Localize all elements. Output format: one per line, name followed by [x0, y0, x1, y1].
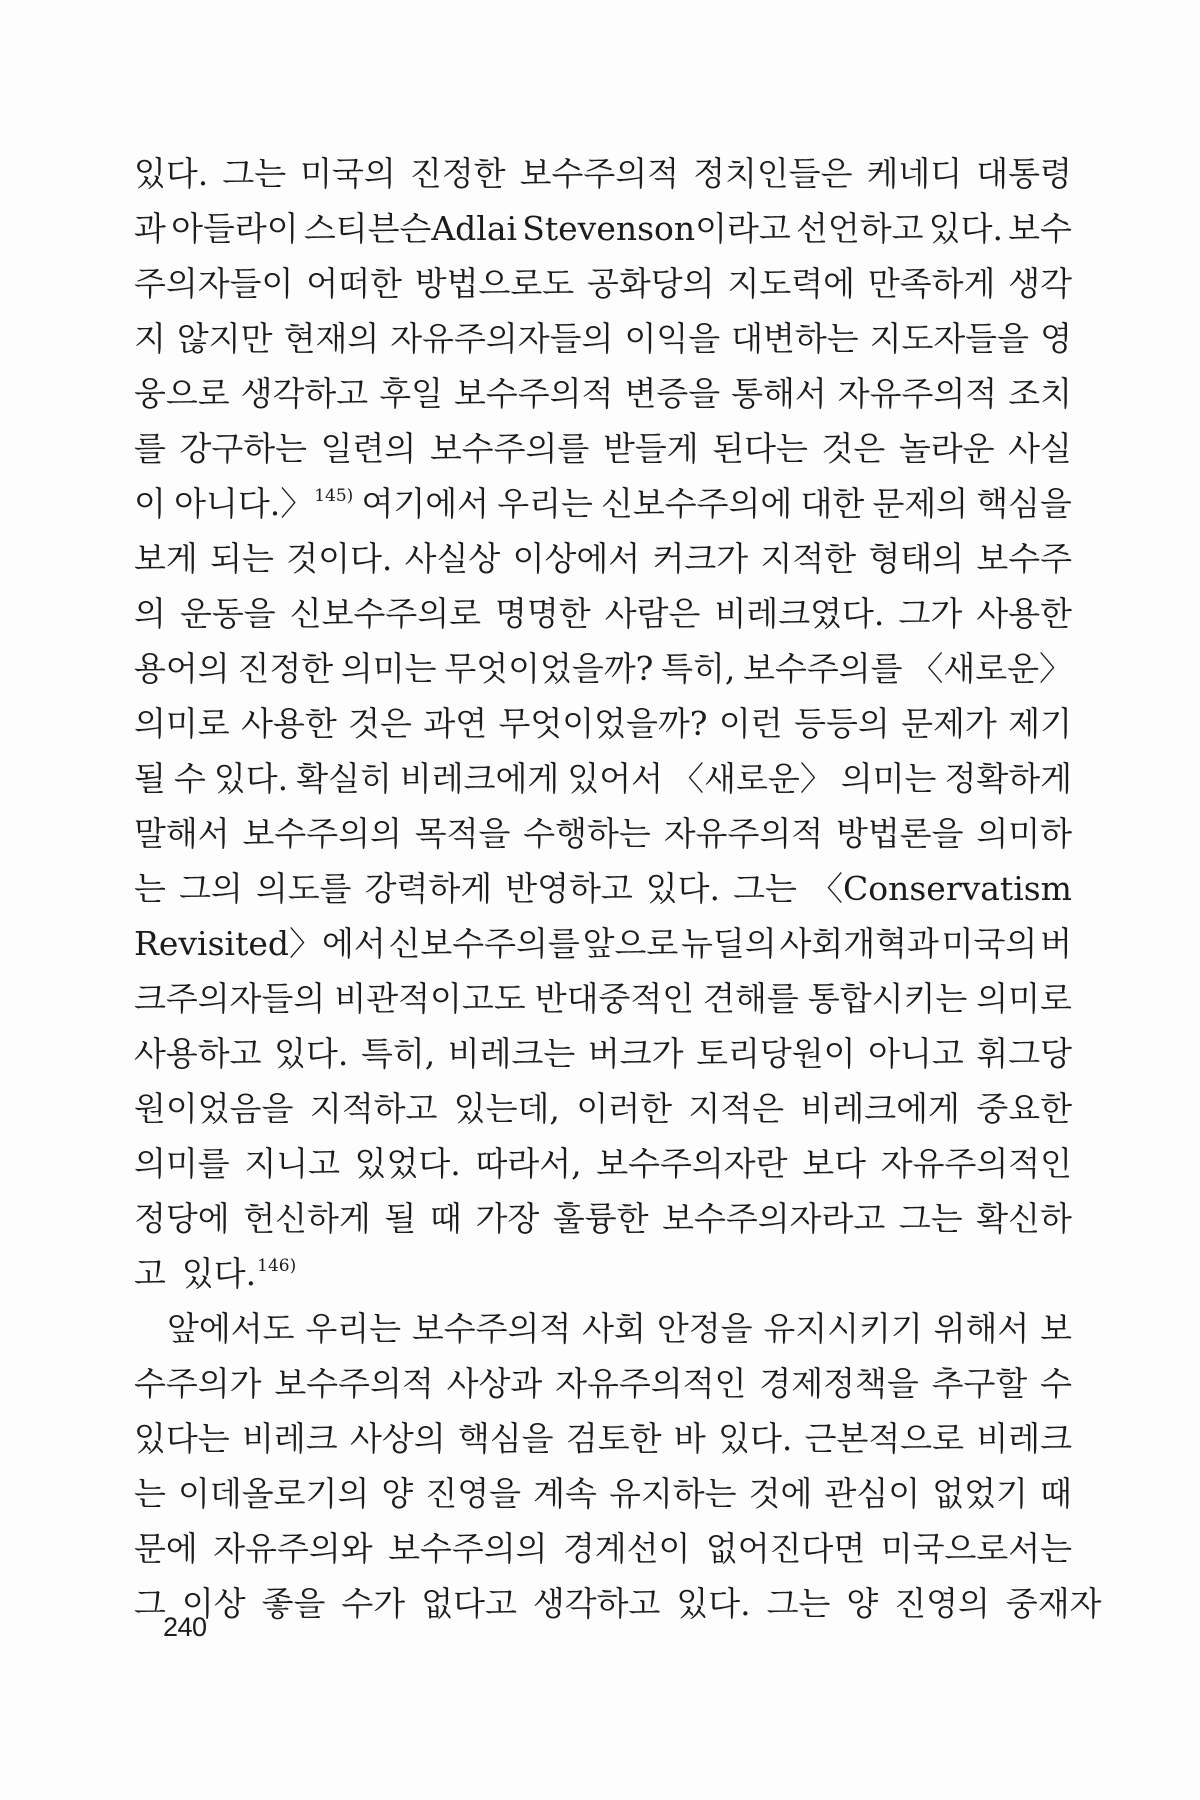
word: 커크가 — [652, 539, 749, 578]
word: 보다 — [802, 1144, 867, 1183]
word: 는 — [134, 869, 166, 908]
page-number: 240 — [163, 1612, 207, 1642]
word: 있었다. — [354, 1144, 461, 1183]
text-line — [134, 1466, 1072, 1521]
word: 문에 — [134, 1529, 198, 1568]
text-line — [134, 1576, 1102, 1631]
word: 핵심을 — [457, 1419, 554, 1458]
word: 의미로 — [976, 979, 1072, 1018]
word: 경제정책을 — [759, 1364, 919, 1403]
text-line — [134, 201, 1072, 256]
text-line — [134, 916, 1072, 971]
word: 웅으로 — [134, 374, 230, 413]
word: 등등의 — [794, 704, 890, 743]
word: 보수주의를 — [429, 429, 590, 468]
word: 대통령 — [976, 154, 1072, 193]
word: 비레크 — [241, 1419, 338, 1458]
word: 보수 — [1008, 209, 1072, 248]
word: 핵심을 — [976, 484, 1072, 523]
word: 보수주의적 — [411, 1309, 572, 1348]
text-line — [134, 366, 1072, 421]
word: 진영을 — [425, 1474, 522, 1513]
word: 지적하고 — [309, 1089, 438, 1128]
word: 그가 — [898, 594, 963, 633]
word: 대변하는 — [731, 319, 859, 358]
word: 과 — [134, 209, 166, 248]
word: 신보수주의를 — [388, 924, 580, 963]
word: 될 — [134, 759, 166, 798]
word: 이 — [134, 484, 166, 523]
word: 진영의 — [894, 1584, 990, 1623]
word: 크주의자들의 — [134, 979, 326, 1018]
word: 보수주 — [976, 539, 1072, 578]
word: 훌륭한 — [552, 1199, 649, 1238]
word: 자유주의적인 — [555, 1364, 747, 1403]
word: 안정을 — [656, 1309, 753, 1348]
text-line — [134, 1521, 1072, 1576]
word: 것이다. — [286, 539, 393, 578]
word: 앞에서도 — [167, 1309, 295, 1348]
word: 생각하고 — [240, 374, 369, 413]
word: 미국으로서는 — [880, 1529, 1072, 1568]
word: 때 — [429, 1199, 462, 1238]
word: 지도력에 — [727, 264, 855, 303]
word: 양 — [846, 1584, 879, 1623]
word: 조치 — [1008, 374, 1072, 413]
word: 반대중적인 — [534, 979, 695, 1018]
word: 중요한 — [976, 1089, 1072, 1128]
word: 수행하는 — [523, 814, 651, 853]
word: 과연 — [423, 704, 488, 743]
word: 신보수주의로 — [289, 594, 481, 633]
word: 형태의 — [868, 539, 965, 578]
word: 위해서 — [933, 1309, 1030, 1348]
word: 비레크에게 — [399, 759, 560, 798]
word: 자유주의자들의 — [390, 319, 614, 358]
word: 그의 — [178, 869, 243, 908]
word: 우리는 — [497, 484, 593, 523]
word: 사람은 — [604, 594, 701, 633]
word: 를 — [134, 429, 166, 468]
word: 케네디 — [866, 154, 963, 193]
word: 이러한 — [576, 1089, 672, 1128]
word: 진정한 — [237, 649, 334, 688]
word: 제기 — [1008, 704, 1072, 743]
word: 용어의 — [134, 649, 230, 688]
word: 그는 — [733, 869, 797, 908]
text-line — [134, 696, 1072, 751]
text-line — [134, 1136, 1072, 1191]
word: 받들게 — [602, 429, 699, 468]
word: 것에 — [748, 1474, 813, 1513]
word: 헌신하게 — [243, 1199, 371, 1238]
word: 계속 — [533, 1474, 597, 1513]
word: 정확하게 — [944, 759, 1072, 798]
text-line — [134, 1026, 1072, 1081]
word: 의도를 — [255, 869, 352, 908]
word: 그는 — [766, 1584, 831, 1623]
word: 확신하 — [976, 1199, 1072, 1238]
word: 있다. — [928, 209, 1003, 248]
word: 관심이 — [824, 1474, 921, 1513]
word: 는 — [134, 1474, 166, 1513]
word: 아니고 — [868, 1034, 964, 1073]
word: 특히, — [360, 1034, 436, 1073]
footnote-marker: 146) — [257, 1256, 297, 1276]
word: 무엇이었을까? — [444, 649, 654, 688]
word: 지도자들을 — [869, 319, 1030, 358]
word: 문제의 — [872, 484, 969, 523]
word: 사회 — [582, 1309, 646, 1348]
word: 이상에서 — [512, 539, 641, 578]
word: Revisited〉에서 — [134, 924, 386, 963]
word: 수가 — [341, 1584, 406, 1623]
text-line — [134, 531, 1072, 586]
word: 있다. — [718, 1419, 793, 1458]
word: 보 — [1040, 1309, 1072, 1348]
word: 만족하게 — [867, 264, 996, 303]
word: 중재자 — [1005, 1584, 1102, 1623]
word: 진정한 — [409, 154, 506, 193]
word: 자유주의적인 — [880, 1144, 1072, 1183]
word: 뉴딜의 — [681, 924, 777, 963]
word: 유지하는 — [609, 1474, 737, 1513]
word: 사실 — [1008, 429, 1072, 468]
word: 반영하고 — [505, 869, 633, 908]
word: 보수주의의 — [388, 1529, 548, 1568]
word: 운동을 — [179, 594, 276, 633]
text-line — [134, 1301, 1072, 1356]
word: 의미는 — [340, 649, 437, 688]
word: 되는 — [210, 539, 274, 578]
word: 사회개혁과 — [779, 924, 939, 963]
word: 유지시키기 — [763, 1309, 923, 1348]
word: 버 — [1040, 924, 1072, 963]
word: 선언하고 — [796, 209, 924, 248]
word: 있어서 — [567, 759, 664, 798]
text-line — [134, 751, 1072, 806]
word: 없다고 — [421, 1584, 517, 1623]
word: 이상 — [181, 1584, 246, 1623]
word: 미국의 — [300, 154, 396, 193]
word: 그는 — [222, 154, 287, 193]
word: 자유주의적 — [663, 814, 824, 853]
word: 자유주의적 — [837, 374, 998, 413]
word: 보수주의의 — [242, 814, 402, 853]
word: 명명한 — [495, 594, 591, 633]
word: 될 — [384, 1199, 417, 1238]
word: 보수주의자란 — [596, 1144, 788, 1183]
word: 양 — [381, 1474, 414, 1513]
word: 사용한 — [976, 594, 1072, 633]
word: 목적을 — [414, 814, 511, 853]
word: 〈새로운〉 — [671, 759, 833, 798]
word: 이익을 — [624, 319, 721, 358]
word: 의미를 — [134, 1144, 230, 1183]
text-line — [134, 861, 1072, 916]
word: 강구하는 — [179, 429, 308, 468]
word: 아들라이 — [171, 209, 299, 248]
word: 것은 — [821, 429, 886, 468]
word: 방법으로도 — [414, 264, 575, 303]
word: 지 — [134, 319, 166, 358]
word: 토리당원이 — [696, 1034, 856, 1073]
word: 확실히 — [296, 759, 392, 798]
word: 방법론을 — [835, 814, 964, 853]
word: 비레크는 — [447, 1034, 576, 1073]
word: 아니다.〉$^{145)}$ — [174, 484, 354, 523]
text-line — [134, 1191, 1072, 1246]
word: 없어진다면 — [705, 1529, 866, 1568]
word: 있는데, — [453, 1089, 560, 1128]
word: 스티븐슨Adlai — [303, 209, 518, 248]
word: 생각하고 — [532, 1584, 661, 1623]
word: 있다. — [676, 1584, 751, 1623]
body-text — [134, 146, 1102, 1631]
footnote-marker: 145) — [314, 486, 354, 506]
text-line — [134, 476, 1072, 531]
word: 보수주의적 — [454, 374, 614, 413]
word: 비레크였다. — [714, 594, 885, 633]
text-line — [134, 311, 1072, 366]
word: 않지만 — [176, 319, 273, 358]
word: 때 — [1040, 1474, 1072, 1513]
word: 수 — [173, 759, 206, 798]
word: 〈새로운〉 — [910, 649, 1072, 688]
word: 원이었음을 — [134, 1089, 294, 1128]
word: 비레크에게 — [800, 1089, 960, 1128]
word: 이데올로기의 — [178, 1474, 370, 1513]
word: 휘그당 — [976, 1034, 1072, 1073]
text-line — [134, 806, 1072, 861]
word: 신보수주의에 — [601, 484, 793, 523]
word: 변증을 — [624, 374, 721, 413]
word: 의미로 — [134, 704, 230, 743]
word: 없었기 — [932, 1474, 1028, 1513]
word: 사용하고 — [134, 1034, 262, 1073]
word: 놀라운 — [898, 429, 995, 468]
word: 특히, — [661, 649, 736, 688]
word: 있다. — [645, 869, 721, 908]
text-line — [134, 1081, 1072, 1136]
text-line — [134, 1246, 1072, 1301]
word: 대한 — [800, 484, 865, 523]
word: 무엇이었을까? — [498, 704, 708, 743]
word: 버크가 — [587, 1034, 684, 1073]
word: 보게 — [134, 539, 198, 578]
word: 사상과 — [446, 1364, 543, 1403]
word: 있다. — [134, 154, 209, 193]
word: 있다.$^{146)}$ — [181, 1254, 297, 1293]
word: 지적은 — [688, 1089, 785, 1128]
word: 보수주의적 — [274, 1364, 434, 1403]
word: 정치인들은 — [693, 154, 853, 193]
word: 비레크 — [976, 1419, 1072, 1458]
word: 문제가 — [901, 704, 997, 743]
word: 〈Conservatism — [810, 869, 1072, 908]
word: 미국의 — [941, 924, 1038, 963]
word: 추구할 — [931, 1364, 1028, 1403]
text-line — [134, 1411, 1072, 1466]
text-line — [134, 586, 1072, 641]
word: 여기에서 — [361, 484, 489, 523]
text-line — [134, 1356, 1072, 1411]
word: 공화당의 — [587, 264, 715, 303]
word: 사실상 — [404, 539, 501, 578]
word: 고 — [134, 1254, 166, 1293]
text-line — [134, 421, 1072, 476]
word: 있다. — [274, 1034, 349, 1073]
text-line — [134, 971, 1072, 1026]
word: 사용한 — [241, 704, 337, 743]
word: 된다는 — [712, 429, 808, 468]
word: 앞으로 — [582, 924, 679, 963]
word: Stevenson이라고 — [522, 209, 791, 248]
text-line — [134, 641, 1072, 696]
word: 지적한 — [760, 539, 857, 578]
word: 따라서, — [475, 1144, 582, 1183]
word: 견해를 — [703, 979, 799, 1018]
word: 가장 — [475, 1199, 540, 1238]
word: 말해서 — [134, 814, 230, 853]
word: 강력하게 — [364, 869, 493, 908]
text-line — [134, 256, 1072, 311]
word: 수 — [1040, 1364, 1072, 1403]
word: 보수주의적 — [519, 154, 679, 193]
word: 우리는 — [305, 1309, 402, 1348]
word: 경계선이 — [562, 1529, 691, 1568]
word: 통합시키는 — [807, 979, 968, 1018]
word: 생각 — [1008, 264, 1072, 303]
word: 근본적으로 — [804, 1419, 965, 1458]
word: 지니고 — [244, 1144, 340, 1183]
word: 것은 — [348, 704, 412, 743]
word: 통해서 — [731, 374, 827, 413]
word: 후일 — [379, 374, 443, 413]
word: 수주의가 — [134, 1364, 262, 1403]
word: 보수주의를 — [743, 649, 903, 688]
word: 그는 — [898, 1199, 963, 1238]
word: 자유주의와 — [213, 1529, 373, 1568]
word: 비관적이고도 — [334, 979, 526, 1018]
word: 보수주의자라고 — [662, 1199, 886, 1238]
word: 이런 — [718, 704, 783, 743]
word: 있다는 — [134, 1419, 230, 1458]
word: 검토한 — [565, 1419, 662, 1458]
word: 있다. — [213, 759, 289, 798]
word: 어떠한 — [306, 264, 402, 303]
word: 바 — [673, 1419, 706, 1458]
word: 주의자들이 — [134, 264, 294, 303]
word: 의 — [134, 594, 166, 633]
word: 의미는 — [840, 759, 937, 798]
word: 좋을 — [261, 1584, 326, 1623]
word: 일련의 — [320, 429, 417, 468]
word: 현재의 — [283, 319, 380, 358]
word: 그 — [134, 1584, 166, 1623]
word: 사상의 — [349, 1419, 446, 1458]
word: 정당에 — [134, 1199, 230, 1238]
text-line — [134, 146, 1072, 201]
word: 의미하 — [976, 814, 1072, 853]
word: 영 — [1040, 319, 1072, 358]
